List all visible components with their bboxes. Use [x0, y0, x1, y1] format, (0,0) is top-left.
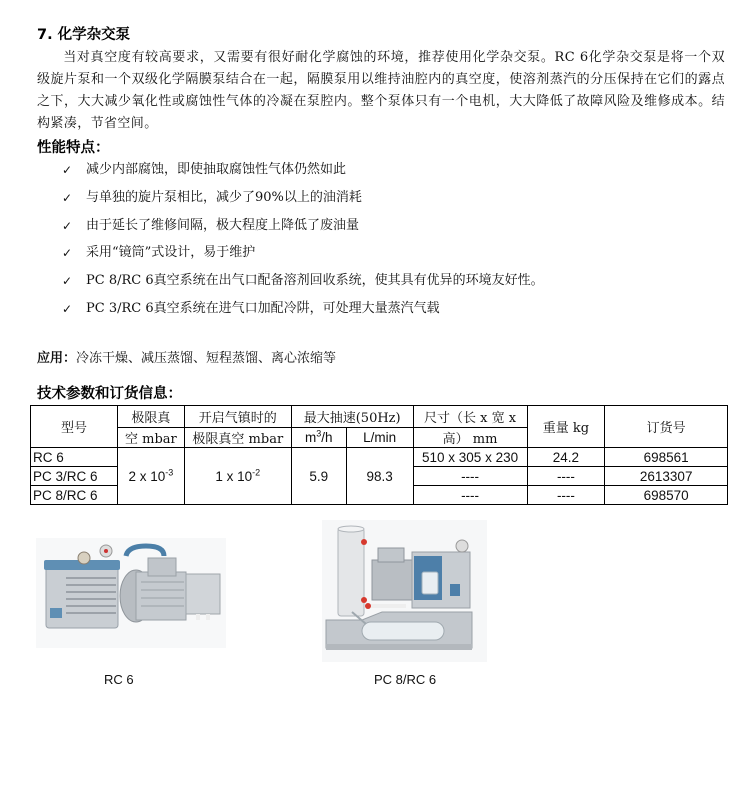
header-model: 型号: [31, 406, 118, 448]
cell-ultimate-vacuum: [117, 448, 184, 505]
pc8-rc6-system-illustration: [322, 520, 487, 662]
feature-text: 由于延长了维修间隔，极大程度上降低了废油量: [86, 217, 360, 233]
intro-paragraph: [37, 47, 725, 135]
feature-text: PC 8/RC 6真空系统在出气口配备溶剂回收系统，使其具有优异的环境友好性。: [86, 273, 544, 289]
unit-superscript: 3: [316, 428, 322, 439]
feature-list: [62, 160, 544, 327]
header-text: 极限真: [131, 411, 171, 426]
rc6-caption: RC 6: [104, 672, 134, 687]
check-icon: ✓: [62, 190, 73, 205]
cell-model: PC 8/RC 6: [31, 486, 118, 505]
table-row: [31, 448, 728, 467]
features-title: 性能特点：: [37, 140, 110, 156]
cell-model: RC 6: [31, 448, 118, 467]
value-text: 1 x 10: [215, 468, 253, 484]
feature-item: [62, 160, 544, 188]
cell-speed-m3h: 5.9: [291, 448, 346, 505]
cell-order-no: 698570: [605, 486, 728, 505]
rc6-pump-illustration: [36, 538, 226, 648]
feature-item: [62, 271, 544, 299]
feature-text: PC 3/RC 6真空系统在进气口加配冷阱，可处理大量蒸汽气载: [86, 300, 440, 316]
header-ultimate-vacuum: [117, 406, 184, 428]
header-weight: 重量 kg: [527, 406, 605, 448]
value-exponent: -3: [165, 467, 174, 477]
table-header-row: [31, 406, 728, 428]
header-text: 尺寸（长 x 宽 x: [424, 411, 517, 426]
header-speed-m3h: [291, 428, 346, 448]
feature-text: 采用“镜筒”式设计，易于维护: [86, 245, 256, 261]
cell-weight: ----: [527, 486, 605, 505]
applications-text: 冷冻干燥、减压蒸馏、短程蒸馏、离心浓缩等: [76, 351, 337, 366]
header-text: 最大抽速(50Hz): [303, 411, 401, 426]
header-text: 开启气镇时的: [198, 411, 277, 426]
header-ballast-vacuum-unit: 极限真空 mbar: [184, 428, 291, 448]
feature-item: [62, 188, 544, 216]
feature-text: 减少内部腐蚀，即使抽取腐蚀性气体仍然如此: [86, 162, 347, 177]
feature-item: [62, 243, 544, 271]
header-dimensions-unit: 高） mm: [413, 428, 527, 448]
header-pumping-speed: [291, 406, 413, 428]
header-ballast-vacuum: [184, 406, 291, 428]
rc6-pump-image: [36, 538, 226, 648]
cell-dimensions: ----: [413, 467, 527, 486]
cell-speed-lmin: 98.3: [346, 448, 413, 505]
cell-order-no: 698561: [605, 448, 728, 467]
intro-text: 当对真空度有较高要求，又需要有很好耐化学腐蚀的环境，推荐使用化学杂交泵。RC 6化学杂交泵是将一个双级旋片泵和一个双级化学隔膜泵结合在一起，隔膜泵用以维持油腔内的真空度，使溶剂蒸汽的分压保持在它们的露点之下，大大减少氧化性或腐蚀性气体的冷凝在泵腔内。整个泵体只有一个电机，大大降低了故障风险及维修成本。结构紧凑，节省空间。: [37, 50, 725, 131]
value-exponent: -2: [252, 467, 261, 477]
check-icon: ✓: [62, 274, 73, 289]
feature-item: [62, 216, 544, 244]
feature-text: 与单独的旋片泵相比，减少了90%以上的油消耗: [86, 189, 362, 205]
section-title: 7. 化学杂交泵: [37, 27, 131, 43]
cell-weight: 24.2: [527, 448, 605, 467]
cell-dimensions: 510 x 305 x 230: [413, 448, 527, 467]
pc8-rc6-caption: PC 8/RC 6: [374, 672, 437, 687]
check-icon: ✓: [62, 163, 73, 177]
header-speed-lmin: L/min: [346, 428, 413, 448]
check-icon: ✓: [62, 301, 73, 316]
header-dimensions: [413, 406, 527, 428]
unit-text: m: [304, 430, 317, 445]
applications-label: 应用：: [37, 351, 77, 366]
cell-order-no: 2613307: [605, 467, 728, 486]
pc8-rc6-system-image: [322, 520, 487, 662]
unit-text: /h: [321, 430, 333, 445]
spec-table: [30, 405, 728, 505]
cell-dimensions: ----: [413, 486, 527, 505]
applications-line: [37, 347, 336, 366]
cell-ballast-vacuum: [184, 448, 291, 505]
cell-weight: ----: [527, 467, 605, 486]
cell-model: PC 3/RC 6: [31, 467, 118, 486]
value-text: 2 x 10: [128, 468, 166, 484]
feature-item: [62, 299, 544, 327]
check-icon: ✓: [62, 218, 73, 233]
header-order-no: 订货号: [605, 406, 728, 448]
spec-table-title: 技术参数和订货信息：: [37, 386, 182, 402]
check-icon: ✓: [62, 246, 73, 261]
header-ultimate-vacuum-unit: 空 mbar: [117, 428, 184, 448]
